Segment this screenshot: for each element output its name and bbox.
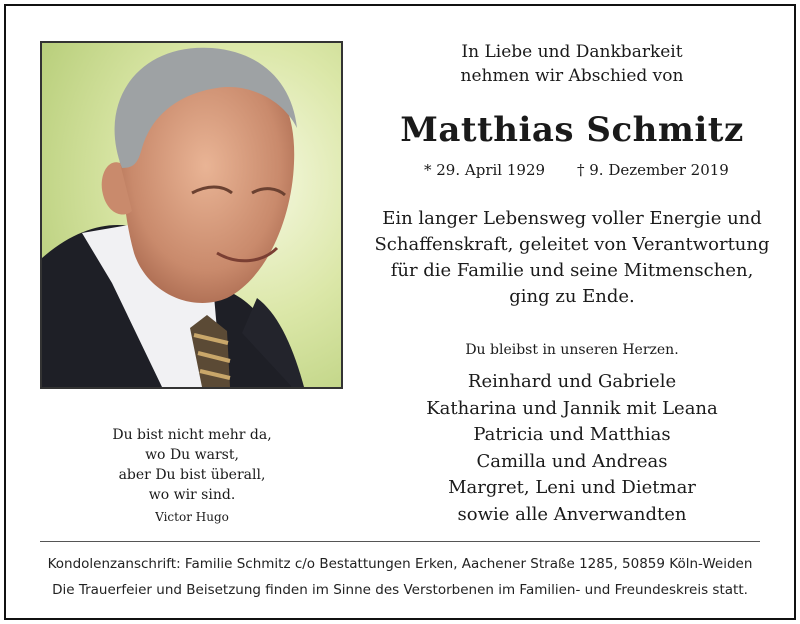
intro-line: In Liebe und Dankbarkeit <box>461 42 683 62</box>
portrait-photo <box>40 41 343 389</box>
birth-date: * 29. April 1929 <box>424 161 546 179</box>
tribute-line: Ein langer Lebensweg voller Energie und <box>382 208 762 229</box>
tribute-text <box>372 206 772 310</box>
death-date: † 9. Dezember 2019 <box>577 161 729 179</box>
family-member: Margret, Leni und Dietmar <box>448 477 696 499</box>
poem-line: Du bist nicht mehr da, <box>112 427 272 443</box>
poem-line: wo Du warst, <box>145 447 239 463</box>
deceased-name: Matthias Schmitz <box>400 110 744 150</box>
heart-line: Du bleibst in unseren Herzen. <box>465 342 679 358</box>
intro-text <box>372 40 772 88</box>
portrait-illustration <box>42 43 341 387</box>
funeral-note: Die Trauerfeier und Beisetzung finden im Sinne des Verstorbenen im Familien- und Freundeskreis statt. <box>52 582 748 598</box>
poem <box>42 425 342 505</box>
family-member: Camilla und Andreas <box>476 450 668 472</box>
family-member: sowie alle Anverwandten <box>457 503 687 525</box>
intro-line: nehmen wir Abschied von <box>460 66 684 86</box>
poem-author: Victor Hugo <box>155 510 229 524</box>
family-member: Katharina und Jannik mit Leana <box>426 397 718 419</box>
tribute-line: für die Familie und seine Mitmenschen, <box>390 260 754 281</box>
tribute-line: Schaffenskraft, geleitet von Verantwortung <box>374 234 770 255</box>
poem-line: wo wir sind. <box>148 487 236 503</box>
family-list <box>372 369 772 529</box>
family-member: Patricia und Matthias <box>473 424 671 446</box>
family-member: Reinhard und Gabriele <box>467 371 677 392</box>
footer-divider <box>40 541 760 542</box>
condolence-address: Kondolenzanschrift: Familie Schmitz c/o Bestattungen Erken, Aachener Straße 1285, 50859 Köln-Weiden <box>47 556 753 572</box>
poem-line: aber Du bist überall, <box>118 467 266 483</box>
tribute-line: ging zu Ende. <box>509 286 635 307</box>
